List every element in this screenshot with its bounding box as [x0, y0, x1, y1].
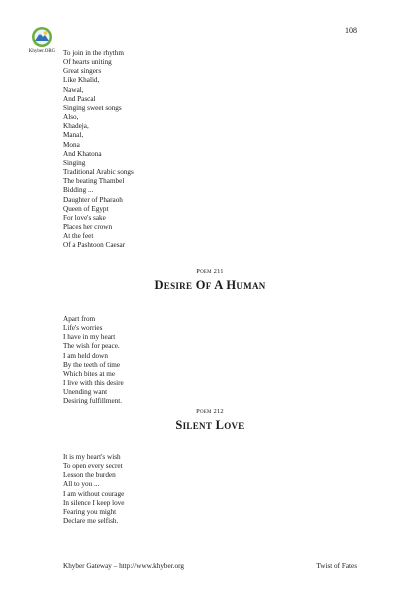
poem-211-lines [63, 315, 124, 407]
poem-line: Traditional Arabic songs [63, 168, 134, 177]
poem-line: Nawal, [63, 85, 84, 94]
poem-line: Also, [63, 113, 79, 122]
poem-line: Daughter of Pharaoh [63, 195, 123, 204]
poem-line: Singing [63, 158, 86, 167]
poem-line: I live with this desire [63, 379, 124, 388]
khyber-logo [22, 26, 62, 54]
poem-line: Mona [63, 140, 80, 149]
poem-line: I am held down [63, 351, 108, 360]
poem-212-lines [63, 453, 124, 526]
poem-line: Khadeja, [63, 122, 89, 131]
poem-line: Fearing you might [63, 507, 117, 516]
poem-line: Unending want [63, 388, 108, 397]
poem-line: And Pascal [63, 94, 96, 103]
intro-poem-lines [63, 49, 134, 250]
poem-line: Which bites at me [63, 369, 116, 378]
mountain-sun-icon [31, 26, 53, 48]
footer-source: Khyber Gateway – http://www.khyber.org [63, 562, 184, 570]
poem-line: Singing sweet songs [63, 103, 122, 112]
poem-line: In silence I keep love [63, 498, 125, 507]
footer-book-title: Twist of Fates [316, 562, 357, 570]
poem-line: It is my heart's wish [63, 453, 121, 461]
poem-line: Of a Pashtoon Caesar [63, 241, 126, 250]
poem-211-label: Poem 211 [196, 268, 224, 275]
poem-line: To open every secret [63, 462, 123, 471]
poem-line: To join in the rhythm [63, 49, 124, 57]
logo-text: Khyber.ORG [28, 49, 56, 54]
poem-line: Like Khalid, [63, 76, 100, 85]
poem-line: Lesson the burden [63, 471, 116, 480]
page-number: 108 [345, 26, 357, 35]
poem-line: I have in my heart [63, 333, 116, 342]
poem-line: Manal, [63, 131, 84, 140]
poem-line: The wish for peace. [63, 342, 120, 351]
poem-212-title: Silent Love [175, 418, 245, 432]
poem-line: For love's sake [63, 213, 106, 222]
poem-line: Apart from [63, 315, 96, 323]
poem-line: Queen of Egypt [63, 204, 109, 213]
poem-line: By the teeth of time [63, 360, 121, 369]
poem-212-label: Poem 212 [196, 408, 224, 415]
poem-line: At the feet [63, 232, 94, 241]
poem-line: Places her crown [63, 222, 113, 231]
poem-line: I am without courage [63, 489, 125, 498]
poem-line: All to you ... [63, 480, 100, 489]
poem-line: Of hearts uniting [63, 58, 112, 67]
poem-line: Bidding ... [63, 186, 94, 195]
poem-line: Desiring fulfillment. [63, 397, 123, 406]
poem-line: And Khatona [63, 149, 102, 158]
poem-line: Life's worries [63, 324, 103, 333]
poem-line: Declare me selfish. [63, 517, 119, 526]
poem-211-title: Desire Of A Human [154, 278, 266, 292]
poem-line: The beating Thambel [63, 177, 125, 186]
poem-line: Great singers [63, 67, 102, 76]
